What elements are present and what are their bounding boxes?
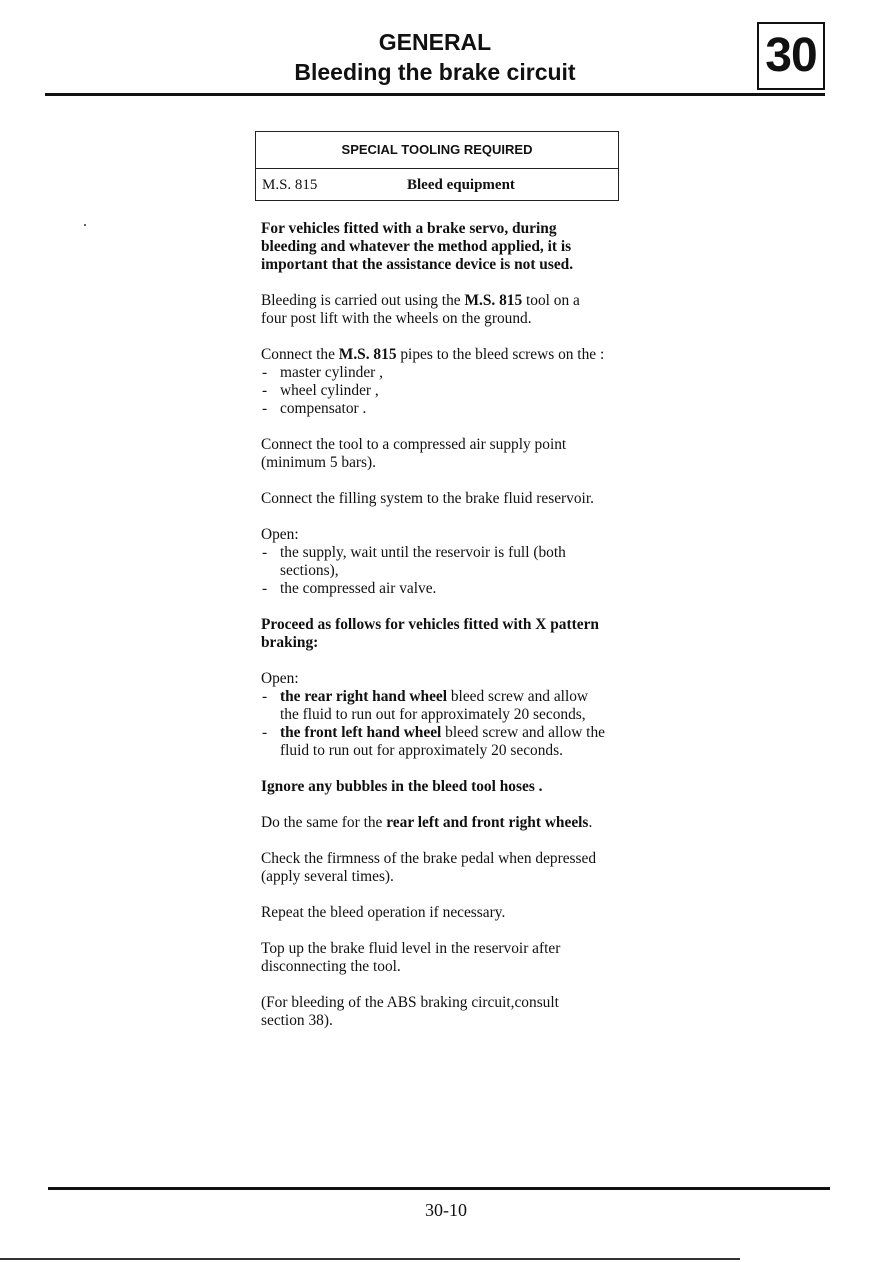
open-label: Open: — [261, 526, 299, 543]
page-subtitle: Bleeding the brake circuit — [294, 59, 576, 85]
open-list-1 — [261, 544, 606, 598]
paragraph-repeat: Repeat the bleed operation if necessary. — [261, 904, 506, 921]
footer-rule — [48, 1187, 830, 1190]
paragraph-air-supply: Connect the tool to a compressed air supply point (minimum 5 bars). — [261, 436, 567, 471]
scan-edge-line — [0, 1258, 740, 1260]
page-title: GENERAL — [378, 29, 492, 55]
paragraph-repeat-other-wheels: Do the same for the rear left and front right wheels. — [261, 814, 593, 831]
paragraph-filling-system: Connect the filling system to the brake fluid reservoir. — [261, 490, 594, 507]
header-rule — [45, 93, 825, 96]
list-item: - compensator . — [261, 400, 606, 418]
list-item: - the rear right hand wheel bleed screw and allow the fluid to run out for approximately 20 seconds, — [261, 688, 606, 724]
list-item: - wheel cylinder , — [261, 382, 606, 400]
paragraph-top-up: Top up the brake fluid level in the reservoir after disconnecting the tool. — [261, 940, 561, 975]
list-item: - master cylinder , — [261, 364, 606, 382]
paragraph-connect-pipes: Connect the M.S. 815 pipes to the bleed screws on the : — [261, 346, 605, 363]
procedure-text — [261, 220, 606, 1048]
tool-description: Bleed equipment — [407, 177, 515, 193]
list-item: - the front left hand wheel bleed screw and allow the fluid to run out for approximately 20 seconds. — [261, 724, 606, 760]
tooling-row — [256, 169, 618, 201]
tooling-heading: SPECIAL TOOLING REQUIRED — [256, 132, 618, 169]
tool-code: M.S. 815 — [262, 177, 318, 193]
x-pattern-heading: Proceed as follows for vehicles fitted with X pattern braking: — [261, 616, 599, 651]
page-number: 30-10 — [425, 1200, 467, 1220]
ignore-bubbles-note: Ignore any bubbles in the bleed tool hoses . — [261, 778, 543, 795]
section-number-badge: 30 — [757, 22, 825, 90]
special-tooling-table — [255, 131, 619, 201]
open-label: Open: — [261, 670, 299, 687]
paragraph-tool-usage: Bleeding is carried out using the M.S. 815 tool on a four post lift with the wheels on the ground. — [261, 292, 580, 327]
list-item: - the supply, wait until the reservoir is full (both sections), — [261, 544, 606, 580]
scan-speck — [84, 224, 86, 226]
connect-list — [261, 364, 606, 418]
servo-warning: For vehicles fitted with a brake servo, during bleeding and whatever the method applied, it is important that the assistance device is not used. — [261, 220, 574, 273]
open-list-2 — [261, 688, 606, 760]
paragraph-abs-note: (For bleeding of the ABS braking circuit,consult section 38). — [261, 994, 559, 1029]
paragraph-check-pedal: Check the firmness of the brake pedal when depressed (apply several times). — [261, 850, 597, 885]
list-item: - the compressed air valve. — [261, 580, 606, 598]
